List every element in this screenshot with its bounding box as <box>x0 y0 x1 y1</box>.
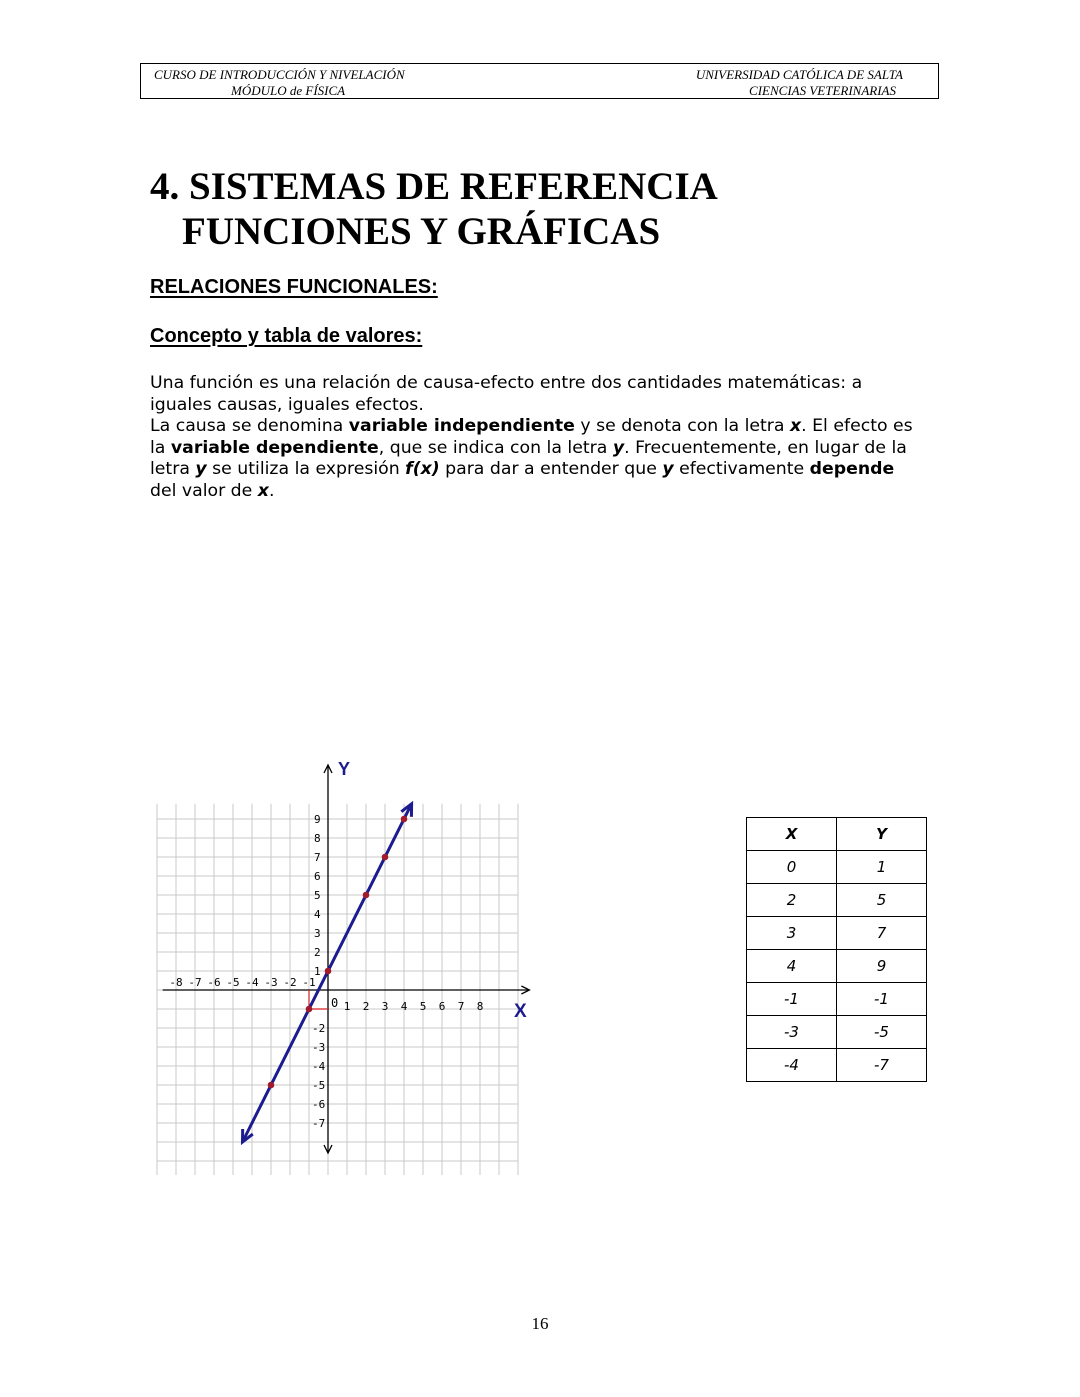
graph-plot <box>243 804 412 1142</box>
expression-fx: f(x) <box>405 459 440 479</box>
section-heading-relaciones: RELACIONES FUNCIONALES: <box>150 276 438 298</box>
y-tick-label: 4 <box>314 908 321 921</box>
text-run: . <box>268 480 275 501</box>
cell-x: -4 <box>747 1049 837 1082</box>
data-point <box>401 816 408 823</box>
text-run: , que se indica con la letra <box>378 437 613 458</box>
section-heading-concepto: Concepto y tabla de valores: <box>150 325 423 347</box>
x-tick-label: -4 <box>245 976 259 989</box>
x-tick-label: 3 <box>381 1000 389 1013</box>
faculty-name: CIENCIAS VETERINARIAS <box>749 83 896 98</box>
x-tick-label: 6 <box>438 1000 446 1013</box>
x-tick-label: -8 <box>169 976 183 989</box>
values-table <box>746 817 927 1082</box>
data-point <box>363 892 370 899</box>
text-run: y se denota con la letra <box>574 416 790 436</box>
text-run: iguales causas, iguales efectos. <box>150 394 424 415</box>
text-run: . Frecuentemente, en lugar de la <box>624 437 907 458</box>
y-tick-label: 6 <box>314 870 321 883</box>
text-run: . El efecto es <box>801 416 913 436</box>
course-name: CURSO DE INTRODUCCIÓN Y NIVELACIÓN <box>154 67 405 82</box>
page-number: 16 <box>531 1314 549 1333</box>
x-tick-label: 4 <box>400 1000 408 1013</box>
y-tick-label: -7 <box>312 1117 326 1130</box>
text-run: La causa se denomina <box>150 416 349 436</box>
text-run: para dar a entender que <box>439 459 663 479</box>
x-axis-label: X <box>514 1001 527 1022</box>
letter-y: y <box>662 459 674 479</box>
cell-y: -1 <box>837 983 927 1016</box>
cell-x: -3 <box>747 1016 837 1049</box>
x-tick-label: 5 <box>419 1000 427 1013</box>
y-tick-label: -6 <box>312 1098 326 1111</box>
y-tick-label: 9 <box>314 813 321 826</box>
term-variable-independiente: variable independiente <box>348 416 575 436</box>
y-tick-label: -4 <box>312 1060 326 1073</box>
table-header-row <box>747 818 927 851</box>
cell-y: -5 <box>837 1016 927 1049</box>
x-tick-label: -2 <box>283 976 297 989</box>
cell-x: -1 <box>747 983 837 1016</box>
cell-x: 2 <box>747 884 837 917</box>
x-tick-label: -5 <box>226 976 240 989</box>
table-row <box>747 1016 927 1049</box>
text-run: se utiliza la expresión <box>206 459 406 479</box>
x-tick-label: -3 <box>264 976 278 989</box>
chapter-title <box>150 164 718 254</box>
x-tick-label: -1 <box>302 976 316 989</box>
header-y: Y <box>837 818 927 851</box>
y-tick-label: 5 <box>314 889 321 902</box>
cell-y: 5 <box>837 884 927 917</box>
table-row <box>747 884 927 917</box>
y-tick-label: -3 <box>312 1041 326 1054</box>
y-tick-label: 7 <box>314 851 321 864</box>
x-tick-label: 7 <box>457 1000 465 1013</box>
y-tick-label: -5 <box>312 1079 326 1092</box>
data-point <box>325 968 332 975</box>
term-variable-dependiente: variable dependiente <box>170 437 379 458</box>
module-name: MÓDULO de FÍSICA <box>231 83 346 98</box>
table-row <box>747 983 927 1016</box>
function-graph <box>150 755 550 1175</box>
chapter-title-line1: 4. SISTEMAS DE REFERENCIA <box>150 165 718 208</box>
data-point <box>268 1082 275 1089</box>
table-row <box>747 851 927 884</box>
term-depende: depende <box>809 459 895 479</box>
x-tick-label: 2 <box>362 1000 370 1013</box>
text-run: del valor de <box>150 480 258 501</box>
table-row <box>747 917 927 950</box>
header-x: X <box>747 818 837 851</box>
cell-x: 3 <box>747 917 837 950</box>
letter-x: x <box>257 480 269 501</box>
y-tick-label: -2 <box>312 1022 326 1035</box>
x-tick-label: -6 <box>207 976 221 989</box>
text-run: efectivamente <box>673 459 810 479</box>
y-tick-label: 8 <box>314 832 321 845</box>
y-tick-label: 3 <box>314 927 321 940</box>
letter-x: x <box>790 416 802 436</box>
y-tick-label: 1 <box>314 965 321 978</box>
table-row <box>747 950 927 983</box>
cell-y: 7 <box>837 917 927 950</box>
cell-x: 4 <box>747 950 837 983</box>
cell-y: 9 <box>837 950 927 983</box>
x-tick-label: 8 <box>476 1000 484 1013</box>
graph-axes <box>163 765 530 1153</box>
cell-y: 1 <box>837 851 927 884</box>
cell-x: 0 <box>747 851 837 884</box>
letter-y: y <box>612 437 625 458</box>
x-tick-label: -7 <box>188 976 202 989</box>
university-name: UNIVERSIDAD CATÓLICA DE SALTA <box>695 67 903 82</box>
table-row <box>747 1049 927 1082</box>
origin-label: 0 <box>331 996 339 1010</box>
data-point <box>382 854 389 861</box>
cell-y: -7 <box>837 1049 927 1082</box>
chapter-title-line2: FUNCIONES Y GRÁFICAS <box>182 210 661 253</box>
body-paragraph <box>150 373 940 502</box>
text-run: letra <box>150 459 196 479</box>
data-point <box>306 1006 313 1013</box>
x-tick-label: 1 <box>343 1000 351 1013</box>
y-axis-label: Y <box>338 759 351 779</box>
text-run: la <box>150 437 171 458</box>
text-run: Una función es una relación de causa-efecto entre dos cantidades matemáticas: a <box>150 373 863 393</box>
page-header <box>140 63 939 99</box>
letter-y: y <box>195 459 207 479</box>
y-tick-label: 2 <box>314 946 321 959</box>
